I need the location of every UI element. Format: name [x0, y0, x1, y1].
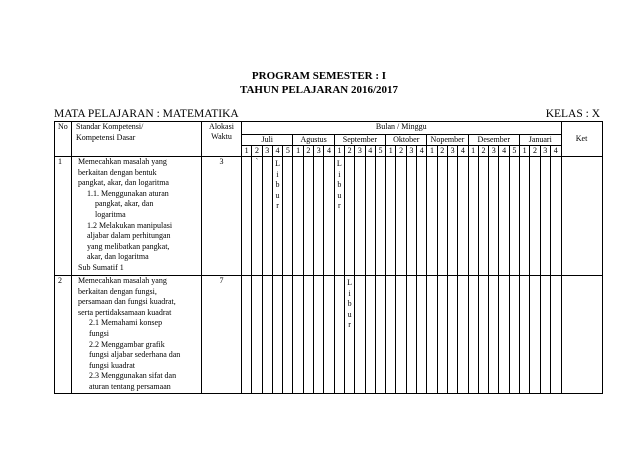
competency-line: pangkat, akar, dan: [95, 199, 154, 209]
week-header: 1: [520, 146, 530, 157]
week-cell: [314, 157, 324, 276]
time-allocation: 7: [202, 276, 242, 394]
col-header-alokasi: [202, 122, 242, 157]
holiday-letter: r: [348, 320, 351, 330]
week-header: 4: [365, 146, 375, 157]
week-cell: [520, 157, 530, 276]
week-cell: [283, 276, 293, 394]
week-cell: [468, 157, 478, 276]
week-cell: [293, 157, 303, 276]
week-cell: [303, 157, 313, 276]
week-header: 1: [468, 146, 478, 157]
holiday-marker: [272, 157, 282, 276]
competency-line: akar, dan logaritma: [87, 252, 149, 262]
week-cell: [386, 276, 396, 394]
week-cell: [447, 276, 457, 394]
week-header: 2: [396, 146, 406, 157]
holiday-letter: r: [337, 201, 341, 211]
month-header: Juli: [242, 135, 293, 146]
week-cell: [303, 276, 313, 394]
week-header: 1: [242, 146, 252, 157]
week-header: 4: [499, 146, 509, 157]
week-header: 3: [355, 146, 365, 157]
week-cell: [355, 276, 365, 394]
week-header: 3: [447, 146, 457, 157]
competency-line: fungsi kuadrat: [89, 360, 135, 370]
week-header: 4: [272, 146, 282, 157]
week-cell: [499, 276, 509, 394]
month-header: Oktober: [386, 135, 427, 146]
week-cell: [489, 276, 499, 394]
week-cell: [355, 157, 365, 276]
competency-line: yang melibatkan pangkat,: [87, 241, 170, 251]
competency-line: berkaitan dengan bentuk: [78, 167, 157, 177]
week-cell: [550, 276, 561, 394]
holiday-marker: [334, 157, 344, 276]
week-header: 5: [509, 146, 519, 157]
week-cell: [427, 157, 437, 276]
week-cell: [437, 157, 447, 276]
week-header: 1: [334, 146, 344, 157]
week-cell: [406, 276, 416, 394]
holiday-marker: [344, 276, 354, 394]
week-cell: [324, 157, 334, 276]
week-header: 2: [303, 146, 313, 157]
week-cell: [458, 276, 468, 394]
week-cell: [489, 157, 499, 276]
week-cell: [437, 276, 447, 394]
col-header-sk: [72, 122, 202, 157]
competency-line: fungsi aljabar sederhana dan: [89, 350, 181, 360]
competency-line: serta pertidaksamaan kuadrat: [78, 307, 172, 317]
holiday-letter: b: [337, 180, 342, 190]
document-title: PROGRAM SEMESTER : I: [251, 70, 387, 82]
competency-line: persamaan dan fungsi kuadrat,: [78, 297, 176, 307]
competency-line: aljabar dalam perhitungan: [87, 231, 171, 241]
week-cell: [272, 276, 282, 394]
week-cell: [540, 157, 550, 276]
week-header: 5: [283, 146, 293, 157]
semester-program-table: [54, 121, 603, 394]
week-cell: [468, 276, 478, 394]
competency-line: logaritma: [95, 209, 126, 219]
col-header-ket: Ket: [561, 122, 602, 157]
week-header: 3: [406, 146, 416, 157]
month-header: Desember: [468, 135, 519, 146]
week-cell: [375, 276, 385, 394]
week-header: 3: [314, 146, 324, 157]
competency-line: 2.2 Menggambar grafik: [89, 339, 165, 349]
week-header: 3: [262, 146, 272, 157]
week-header: 3: [540, 146, 550, 157]
holiday-letter: b: [275, 180, 280, 190]
holiday-letter: b: [347, 299, 352, 309]
holiday-letter: u: [275, 190, 280, 200]
week-cell: [417, 276, 427, 394]
week-header: 1: [427, 146, 437, 157]
holiday-letter: i: [276, 169, 279, 179]
week-header: 2: [437, 146, 447, 157]
remarks-cell: [561, 157, 602, 276]
school-year: TAHUN PELAJARAN 2016/2017: [239, 84, 399, 96]
class-label: KELAS : X: [545, 108, 600, 120]
holiday-letter: u: [337, 190, 342, 200]
week-cell: [540, 276, 550, 394]
holiday-letter: i: [348, 288, 351, 298]
week-cell: [365, 276, 375, 394]
table-row: [55, 276, 603, 394]
week-cell: [530, 157, 540, 276]
competency-line: 2.1 Memahami konsep: [89, 318, 163, 328]
holiday-letter: L: [275, 159, 280, 168]
week-header: 2: [478, 146, 488, 157]
week-cell: [478, 157, 488, 276]
week-cell: [417, 157, 427, 276]
week-header: 4: [458, 146, 468, 157]
week-header: 1: [386, 146, 396, 157]
row-number: 1: [55, 157, 72, 276]
week-cell: [283, 157, 293, 276]
month-header: Nopember: [427, 135, 468, 146]
week-cell: [499, 157, 509, 276]
month-header: September: [334, 135, 385, 146]
week-header: 2: [530, 146, 540, 157]
competency-line: Sub Sumatif 1: [78, 262, 124, 272]
col-header-sk-line1: Standar Kompetensi/: [76, 122, 144, 131]
week-cell: [396, 276, 406, 394]
row-number: 2: [55, 276, 72, 394]
subject-label: MATA PELAJARAN : MATEMATIKA: [54, 108, 239, 120]
table-row: [55, 157, 603, 276]
month-header: Januari: [520, 135, 562, 146]
holiday-letter: r: [276, 201, 279, 211]
week-cell: [550, 157, 561, 276]
time-allocation: 3: [202, 157, 242, 276]
week-cell: [386, 157, 396, 276]
col-header-alokasi-line1: Alokasi: [209, 122, 234, 131]
competency-description: [72, 276, 202, 394]
week-mark: `: [252, 157, 262, 276]
col-header-alokasi-line2: Waktu: [211, 132, 232, 141]
week-header: 4: [324, 146, 334, 157]
week-cell: [324, 276, 334, 394]
week-cell: [530, 276, 540, 394]
week-cell: [375, 157, 385, 276]
week-cell: [478, 276, 488, 394]
week-cell: [509, 157, 519, 276]
week-cell: [334, 276, 344, 394]
week-cell: [242, 276, 252, 394]
week-cell: [344, 157, 354, 276]
week-header: 2: [344, 146, 354, 157]
col-header-sk-line2: Kompetensi Dasar: [76, 132, 136, 142]
competency-line: aturan tentang persamaan: [89, 381, 171, 391]
week-header: 1: [293, 146, 303, 157]
week-cell: [242, 157, 252, 276]
week-cell: [396, 157, 406, 276]
competency-line: pangkat, akar, dan logaritma: [78, 178, 169, 188]
week-header: 4: [550, 146, 561, 157]
week-header: 2: [252, 146, 262, 157]
col-header-no: No: [55, 122, 72, 157]
week-header: 4: [417, 146, 427, 157]
competency-line: berkaitan dengan fungsi,: [78, 286, 157, 296]
week-cell: [509, 276, 519, 394]
remarks-cell: [561, 276, 602, 394]
holiday-letter: i: [338, 169, 341, 179]
month-header: Agustus: [293, 135, 334, 146]
holiday-letter: u: [347, 309, 352, 319]
week-cell: [427, 276, 437, 394]
competency-line: Memecahkan masalah yang: [78, 157, 167, 166]
week-cell: [458, 157, 468, 276]
week-cell: [262, 157, 272, 276]
competency-line: fungsi: [89, 328, 109, 338]
holiday-letter: L: [347, 278, 353, 287]
competency-line: 1.2 Melakukan manipulasi: [87, 220, 173, 230]
week-header: 5: [375, 146, 385, 157]
competency-line: Memecahkan masalah yang: [78, 276, 167, 285]
col-header-bulan: Bulan / Minggu: [242, 122, 562, 135]
week-cell: [252, 276, 262, 394]
week-cell: [314, 276, 324, 394]
week-cell: [262, 276, 272, 394]
competency-line: 2.3 Menggunakan sifat dan: [89, 371, 177, 381]
week-cell: [365, 157, 375, 276]
week-cell: [520, 276, 530, 394]
competency-line: 1.1. Menggunakan aturan: [87, 188, 169, 198]
week-cell: [447, 157, 457, 276]
week-header: 3: [489, 146, 499, 157]
week-cell: [293, 276, 303, 394]
holiday-letter: L: [336, 159, 342, 168]
week-cell: [406, 157, 416, 276]
competency-description: [72, 157, 202, 276]
